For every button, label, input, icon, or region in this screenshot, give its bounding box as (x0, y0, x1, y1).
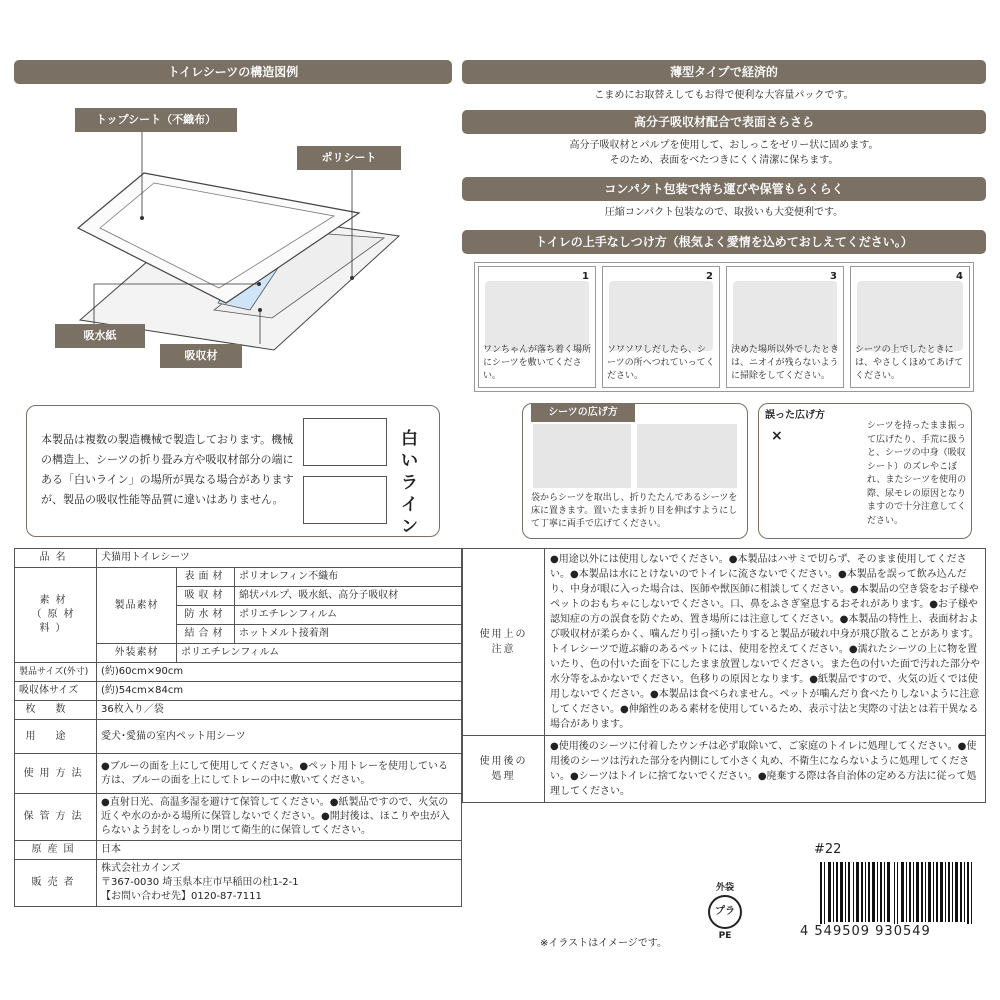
spec-mat1-header: 表面材 (177, 568, 235, 587)
spec-mat3-header: 防水材 (177, 606, 235, 625)
step-1-text: ワンちゃんが落ち着く場所にシーツを敷いてください。 (483, 345, 592, 381)
spec-use-value: 愛犬･愛猫の室内ペット用シーツ (97, 720, 462, 754)
step-4-number: 4 (956, 271, 963, 282)
spec-table (14, 548, 462, 907)
step-2-text: ソワソワしだしたら、シーツの所へつれていってください。 (607, 345, 715, 381)
step-2-illustration (609, 281, 713, 351)
spread-title: シーツの広げ方 (531, 404, 635, 422)
top-sheet-label: トップシート（不織布） (75, 108, 237, 132)
barcode-bars (820, 862, 972, 932)
recycle-top-label: 外袋 (715, 883, 734, 893)
spec-origin-value: 日本 (97, 841, 462, 860)
spec-name-header: 品名 (15, 549, 97, 568)
absorbent-label: 吸収材 (160, 344, 242, 368)
caution-value: ●用途以外には使用しないでください。●本製品はハサミで切らず、そのまま使用してください。●本製品は水にとけないのでトイレに流さないでください。●本製品を誤って飲み込んだり、中身が眼に入った場合は、医師や獣医師に相談してください。●本製品の空き袋をお子様やペットのおもちゃにしないでください。口、鼻をふさぎ窒息するおそれがあります。●お子様や認知症の方の誤食を防ぐため、置き場所には注意してください。●本製品の特性上、表面材および吸収材が柔らかく、噛んだり引っ掻いたりすると製品が破れ中身が飛び散ることがあります。トイレシーツで遊ぶ癖のあるペットには、使用を控えてください。●濡れたシーツの上に物を置いたり、色の付いた面を下にしたまま放置しないでください。また色の付いた面で汚れた部分や水分等をふかないでください。色移りの原因となります。●紙製品ですので、火気の近くでは使用しないでください。●本製品は食べられません。ペットが噛んだり食べたりしないように注意してください。●伸縮性のある素材を使用しているため、表示寸法と実際の寸法とは若干異なる場合があります。 (545, 549, 986, 736)
feature-2-text: 高分子吸収材とパルプを使用して、おしっこをゼリー状に固めます。 そのため、表面をべたつきにくく清潔に保ちます。 (569, 140, 879, 166)
recycle-bottom-label: PE (718, 931, 732, 941)
spec-how-header: 使用方法 (15, 754, 97, 794)
spec-row-absorber (15, 682, 462, 701)
structure-title: トイレシーツの構造図例 (14, 60, 452, 84)
step-1 (478, 266, 596, 388)
spec-size-value: (約)60cm×90cm (97, 663, 462, 682)
spec-mat2-value: 綿状パルプ、吸水紙、高分子吸収材 (235, 587, 462, 606)
barcode-number: 4 549509 930549 (800, 924, 988, 939)
after-header: 使用後の 処理 (463, 736, 545, 803)
spec-seller-value (97, 860, 462, 907)
spec-material-header: 素材 （原材料） (15, 568, 97, 663)
wrong-mark: × (771, 428, 783, 444)
spec-size-header: 製品サイズ(外寸) (15, 663, 97, 682)
feature-1-title: 薄型タイプで経済的 (462, 60, 986, 84)
spec-outer-value: ポリエチレンフィルム (177, 644, 462, 663)
step-3-text: 決めた場所以外でしたときは、ニオイが残らないように掃除をしてください。 (731, 345, 840, 381)
spec-mat4-value: ホットメルト接着剤 (235, 625, 462, 644)
spec-mat1-value: ポリオレフィン不織布 (235, 568, 462, 587)
spec-store-header: 保管方法 (15, 794, 97, 841)
paper-label: 吸水紙 (55, 324, 145, 348)
white-line-label: 白いライン (401, 429, 418, 537)
spread-illustration-2 (637, 424, 737, 488)
recycle-icon-label: プラ (715, 906, 735, 917)
spec-seller-header: 販売者 (15, 860, 97, 907)
spec-absorber-header: 吸収体サイズ (15, 682, 97, 701)
spec-row-material-1 (15, 568, 462, 587)
step-1-number: 1 (582, 271, 589, 282)
step-3-illustration (733, 281, 837, 351)
spread-text: 袋からシーツを取出し、折りたたんであるシーツを床に置きます。置いたまま折り目を伸ばすようにして丁寧に両手で広げてください。 (531, 493, 738, 529)
feature-1-text: こまめにお取替えしてもお得で便利な大容量パックです。 (594, 90, 854, 101)
spread-box (522, 403, 748, 539)
spec-count-header: 枚数 (15, 701, 97, 720)
spec-row-seller (15, 860, 462, 907)
spec-mat3-value: ポリエチレンフィルム (235, 606, 462, 625)
spec-row-origin (15, 841, 462, 860)
step-3-number: 3 (830, 271, 837, 282)
spread-illustration-1 (533, 424, 631, 488)
after-value: ●使用後のシーツに付着したウンチは必ず取除いて、ご家庭のトイレに処理してください。●使用後のシーツは汚れた部分を内側にして小さく丸め、不衛生にならないように処理してください。●シーツはトイレに捨てないでください。●廃棄する際は各自治体の定める方法に従って処理してください。 (545, 736, 986, 803)
spec-product-material-header: 製品素材 (97, 568, 177, 644)
poly-sheet-label: ポリシート (297, 146, 401, 170)
lot-number: #22 (814, 842, 842, 857)
caution-header: 使用上の 注意 (463, 549, 545, 736)
spec-mat4-header: 結合材 (177, 625, 235, 644)
barcode (812, 862, 986, 932)
feature-3-title: コンパクト包装で持ち運びや保管もらくらく (462, 177, 986, 201)
step-3 (726, 266, 844, 388)
spec-row-size (15, 663, 462, 682)
illustration-note: ※イラストはイメージです。 (540, 938, 667, 949)
spec-row-store (15, 794, 462, 841)
spec-outer-header: 外装素材 (97, 644, 177, 663)
seller-contact: 【お問い合わせ先】0120-87-7111 (101, 891, 262, 902)
step-4 (850, 266, 970, 388)
recycle-icon (708, 895, 742, 929)
spec-name-value: 犬猫用トイレシーツ (97, 549, 462, 568)
seller-company: 株式会社カインズ (101, 863, 181, 874)
spec-row-name (15, 549, 462, 568)
spec-use-header: 用途 (15, 720, 97, 754)
step-2-number: 2 (706, 271, 713, 282)
notes-row-caution (463, 549, 986, 736)
step-2 (602, 266, 720, 388)
wrong-box (758, 403, 972, 539)
spec-row-use (15, 720, 462, 754)
spec-absorber-value: (約)54cm×84cm (97, 682, 462, 701)
spec-how-value: ●ブルーの面を上にして使用してください。●ペット用トレーを使用している方は、ブルーの面を上にしてトレーの中に敷いてください。 (97, 754, 462, 794)
notice-box (26, 405, 440, 537)
notice-text: 本製品は複数の製造機械で製造しております。機械の構造上、シーツの折り畳み方や吸収材部分の端にある「白いライン」の場所が異なる場合がありますが、製品の吸収性能等品質に違いはありません。 (41, 433, 294, 506)
spec-row-count (15, 701, 462, 720)
sheet-illustration-top (303, 418, 387, 466)
wrong-title: 誤った広げ方 (765, 410, 825, 421)
spec-count-value: 36枚入り／袋 (97, 701, 462, 720)
notes-table (462, 548, 986, 803)
step-1-illustration (485, 281, 589, 351)
step-4-illustration (857, 281, 963, 351)
sheet-illustration-bottom (303, 476, 387, 524)
seller-address: 〒367-0030 埼玉県本庄市早稲田の杜1-2-1 (101, 877, 299, 888)
spec-store-value: ●直射日光、高温多湿を避けて保管してください。●紙製品ですので、火気の近くや水のかかる場所に保管しないでください。●開封後は、ほこりや虫が入らないよう封をしっかり閉じて衛生的に保管してください。 (97, 794, 462, 841)
step-4-text: シーツの上でしたときには、やさしくほめてあげてください。 (855, 345, 964, 381)
notes-row-after (463, 736, 986, 803)
spec-mat2-header: 吸収材 (177, 587, 235, 606)
feature-3-text: 圧縮コンパクト包装なので、取扱いも大変便利です。 (604, 207, 844, 218)
spec-row-how (15, 754, 462, 794)
feature-2-title: 高分子吸収材配合で表面さらさら (462, 110, 986, 134)
recycle-mark (702, 880, 748, 941)
wrong-text: シーツを持ったまま振って広げたり、手荒に扱うと、シーツの中身（吸収シート）のズレやこぼれ、またシーツを使用の際、尿モレの原因となりますので十分注意してください。 (867, 421, 967, 526)
training-title: トイレの上手なしつけ方（根気よく愛情を込めておしえてください。） (462, 230, 986, 254)
spec-origin-header: 原産国 (15, 841, 97, 860)
